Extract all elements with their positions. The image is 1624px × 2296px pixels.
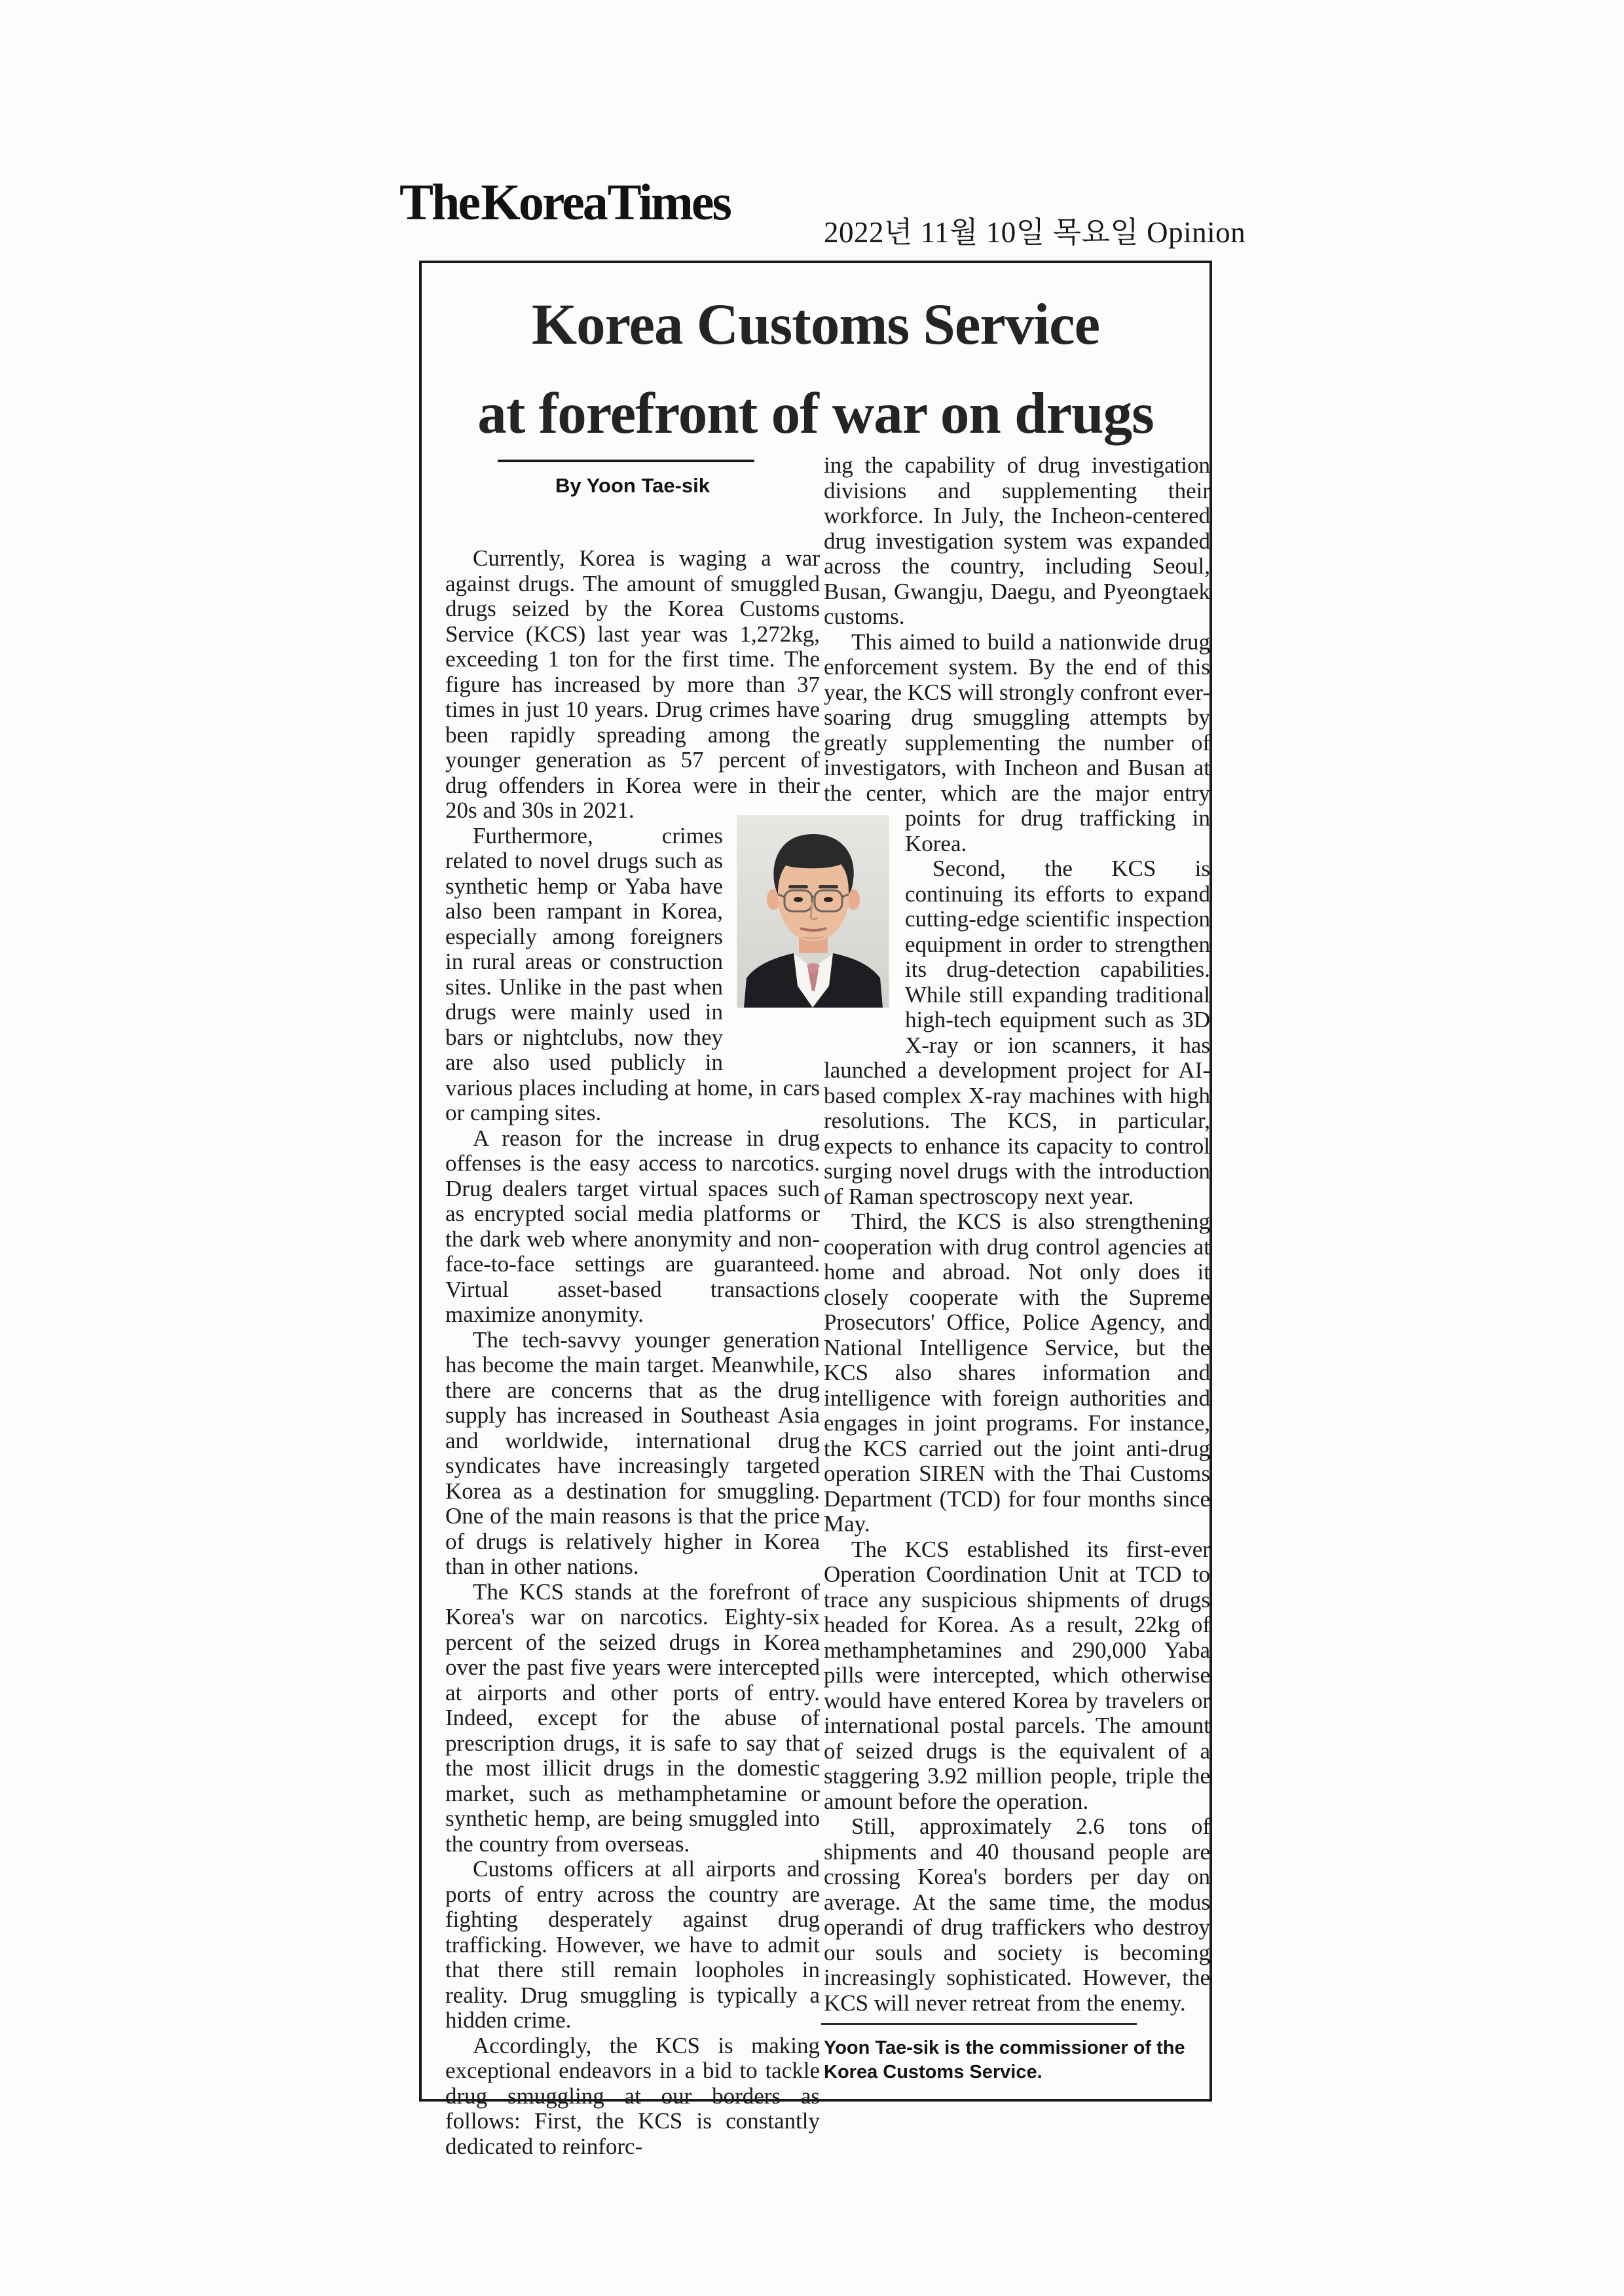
newspaper-masthead: The Korea Times (399, 173, 730, 230)
article-paragraph (445, 1328, 820, 1580)
article-paragraph (824, 453, 1210, 630)
article-headline (422, 280, 1209, 458)
paragraph-text: Third, the KCS is also strengthening cooperation with drug control agencies at home and abroad. Not only does it closely cooperate with the Supreme Prosecutors' Office, Police Agency, and National Intelligence Service, but the KCS also shares information and intelligence with foreign authorities and engages in joint programs. For instance, the KCS carried out the joint anti-drug operation SIREN with the Thai Customs Department (TCD) for four months since May. (824, 1209, 1210, 1537)
paragraph-text: points for drug trafficking in Korea. (905, 805, 1210, 856)
paragraph-text: ing the capability of drug investigation divisions and supplementing their workforce. In July, the Incheon-centered drug investigation system was expanded across the country, including Seoul, Busan, Gwangju, Daegu, and Pyeongtaek customs. (824, 452, 1210, 629)
paragraph-text: The tech-savvy younger generation has become the main target. Meanwhile, there are concerns that as the drug supply has increased in Southeast Asia and worldwide, international drug syndicates have increasingly targeted Korea as a destination for smuggling. One of the main reasons is that the price of drugs is relatively higher in Korea than in other nations. (445, 1326, 820, 1579)
paragraph-text: The KCS established its first-ever Operation Coordination Unit at TCD to trace any suspicious shipments of drugs headed for Korea. As a result, 22kg of methamphetamines and 290,000 Yaba pills were intercepted, which otherwise would have entered Korea by travelers or international postal parcels. The amount of seized drugs is the equivalent of a staggering 3.92 million people, triple the amount before the operation. (824, 1536, 1210, 1814)
footer-rule (821, 2023, 1137, 2025)
eye (824, 897, 833, 902)
paragraph-text: Accordingly, the KCS is making exceptional endeavors in a bid to tackle drug smuggling at our borders as follows: First, the KCS is constantly dedicated to reinforc- (445, 2032, 820, 2159)
paragraph-text: This aimed to build a nationwide drug enforcement system. By the end of this year, the KCS will strongly confront ever-soaring drug smuggling attempts by greatly supplementing the number of investigators, with Incheon and Busan at the center, which are the major entry (824, 629, 1210, 806)
paragraph-text: Second, the KCS is continuing its efforts to expand cutting-edge scientific inspection equipment in order to strengthen its drug-detection capabilities. While still expanding traditional high-tech equipment such as 3D X-ray or ion scanners, it has launched a development project for AI-based complex X-ray machines with high resolutions. The KCS, in particular, expects to enhance its capacity to control surging novel drugs with the introduction of Raman spectroscopy next year. (824, 856, 1210, 1209)
article-paragraph (824, 1209, 1210, 1537)
article-paragraph (445, 546, 820, 824)
paragraph-text: Customs officers at all airports and ports of entry across the country are fighting desperately against drug trafficking. However, we have to admit that there still remain loopholes in reality. Drug smuggling is typically a hidden crime. (445, 1856, 820, 2033)
paragraph-text: Still, approximately 2.6 tons of shipments and 40 thousand people are crossing Korea's borders per day on average. At the same time, the modus operandi of drug traffickers who destroy our souls and society is becoming increasingly sophisticated. However, the KCS will never retreat from the enemy. (824, 1813, 1210, 2016)
byline: By Yoon Tae-sik (555, 474, 710, 497)
eye (794, 897, 803, 902)
article-paragraph (445, 1126, 820, 1328)
right-column (824, 453, 1210, 2016)
eyebrow (788, 885, 808, 888)
eyebrow (819, 885, 838, 888)
headline-line-1: Korea Customs Service (531, 293, 1100, 357)
paragraph-text: A reason for the increase in drug offenses is the easy access to narcotics. Drug dealers target virtual spaces such as encrypted social media platforms or the dark web where anonymity and non-face-to-face settings are guaranteed. Virtual asset-based transactions maximize anonymity. (445, 1125, 820, 1327)
edition-dateline: 2022년 11월 10일 목요일 Opinion (824, 216, 1246, 249)
left-column (445, 546, 820, 2159)
article-paragraph (824, 1814, 1210, 2016)
author-footnote: Yoon Tae-sik is the commissioner of the Korea Customs Service. (824, 2037, 1185, 2083)
paragraph-text: Currently, Korea is waging a war against drugs. The amount of smuggled drugs seized by the Korea Customs Service (KCS) last year was 1,272kg, exceeding 1 ton for the first time. The figure has increased by more than 37 times in just 10 years. Drug crimes have been rapidly spreading among the younger generation as 57 percent of drug offenders in Korea were in their 20s and 30s in 2021. (445, 545, 820, 823)
byline-rule (498, 460, 754, 462)
article-paragraph (445, 2033, 820, 2160)
paragraph-text: Furthermore, crimes related to novel drugs such as synthetic hemp or Yaba have also been rampant in Korea, especially among foreigners in rural areas or construction sites. Unlike in the past when drugs were mainly used in bars or nightclubs, now they are also used publicly in various places including at home, in cars or camping sites. (445, 822, 820, 1125)
portrait-illustration (737, 816, 889, 1008)
article-paragraph (445, 1580, 820, 1857)
article-paragraph (824, 1537, 1210, 1815)
paragraph-text: The KCS stands at the forefront of Korea's war on narcotics. Eighty-six percent of the seized drugs in Korea over the past five years were intercepted at airports and other ports of entry. Indeed, except for the abuse of prescription drugs, it is safe to say that the most illicit drugs in the domestic market, such as methamphetamine or synthetic hemp, are being smuggled into the country from overseas. (445, 1578, 820, 1857)
yoon-tae-sik-photo (737, 816, 889, 1008)
article-border-box (419, 261, 1212, 2159)
article-paragraph (445, 1857, 820, 2033)
headline-line-2: at forefront of war on drugs (477, 382, 1154, 446)
